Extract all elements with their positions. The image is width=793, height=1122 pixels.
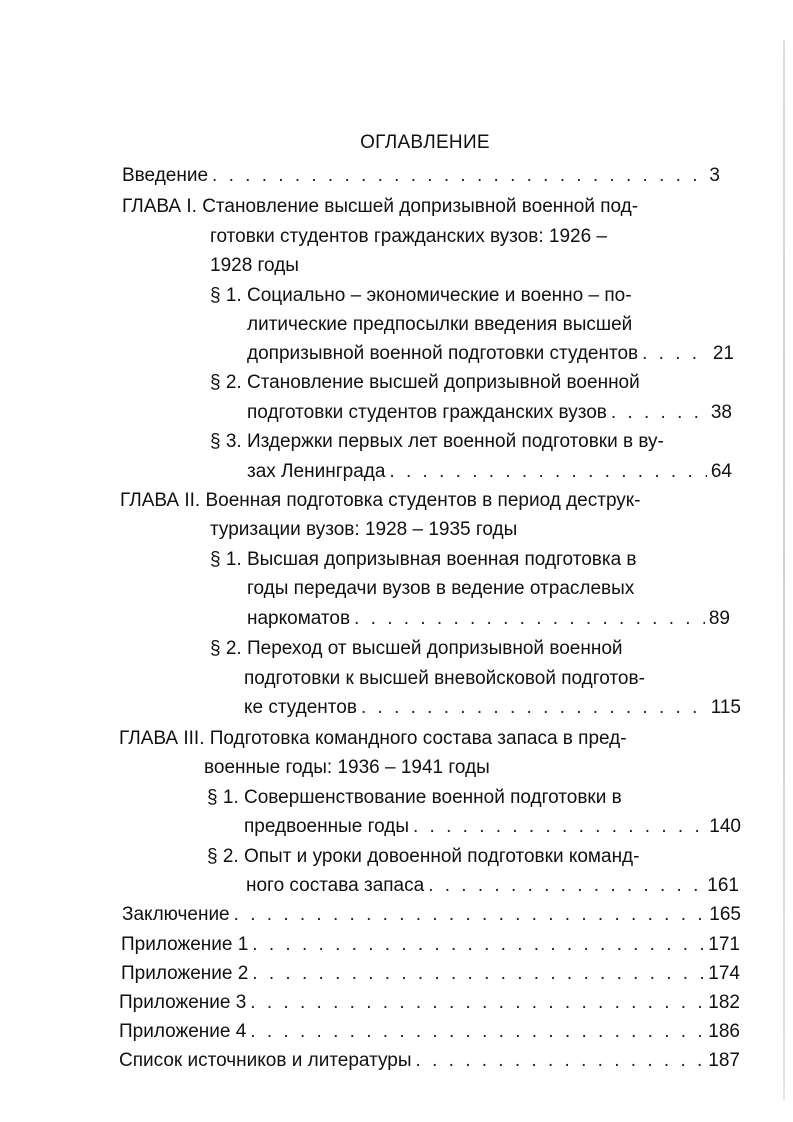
toc-page-number: 38 [710,402,732,423]
section-heading-cont: литические предпосылки введения высшей [247,314,633,335]
toc-entry-label: Приложение 4 [119,1021,247,1042]
toc-entry-label: ке студентов [244,697,357,718]
chapter-heading-cont: готовки студентов гражданских вузов: 1926 – [210,226,608,247]
chapter-heading-cont: туризации вузов: 1928 – 1935 годы [210,519,518,540]
chapter-heading[interactable]: ГЛАВА III. Подготовка командного состава запаса в пред- [119,728,627,749]
toc-entry-label: Приложение 2 [121,963,249,984]
section-heading[interactable]: § 2. Переход от высшей допризывной военной [210,638,623,659]
leader-dots [250,1020,704,1044]
leader-dots [611,401,707,425]
section-heading[interactable]: § 2. Опыт и уроки довоенной подготовки команд- [207,846,640,867]
leader-dots [354,607,705,631]
section-heading[interactable]: § 1. Социально – экономические и военно – по- [210,285,632,306]
toc-entry-label: Заключение [122,904,230,925]
toc-entry-section[interactable] [244,696,741,720]
toc-entry-label: ного состава запаса [246,875,425,896]
toc-entry-appendix-4[interactable] [119,1020,740,1044]
toc-page-number: 165 [709,904,741,925]
leader-dots [416,1049,705,1073]
toc-page-number: 89 [708,608,730,629]
toc-page-number: 171 [708,934,740,955]
toc-entry-label: Список источников и литературы [119,1050,412,1071]
chapter-heading-cont: военные годы: 1936 – 1941 годы [204,757,490,778]
section-heading-cont: годы передачи вузов в ведение отраслевых [247,578,635,599]
scan-edge [783,40,785,1100]
page-title: ОГЛАВЛЕНИЕ [360,132,490,153]
toc-entry-label: предвоенные годы [244,816,409,837]
toc-page-number: 64 [710,461,732,482]
toc-page-number: 174 [708,963,740,984]
leader-dots [428,874,703,898]
toc-page-number: 186 [708,1021,740,1042]
toc-entry-section[interactable] [247,342,734,366]
toc-entry-sources[interactable] [119,1049,740,1073]
toc-entry-intro[interactable] [122,164,720,188]
chapter-heading-cont: 1928 годы [210,255,299,276]
section-heading-cont: подготовки к высшей вневойсковой подготов- [244,668,645,689]
toc-page-number: 3 [709,165,720,186]
chapter-heading[interactable]: ГЛАВА II. Военная подготовка студентов в период деструк- [120,490,641,511]
leader-dots [212,164,705,188]
leader-dots [389,460,706,484]
leader-dots [413,815,705,839]
toc-entry-label: подготовки студентов гражданских вузов [247,402,607,423]
section-heading[interactable]: § 3. Издержки первых лет военной подготовки в ву- [210,431,664,452]
leader-dots [252,933,704,957]
toc-entry-section[interactable] [247,401,732,425]
leader-dots [361,696,707,720]
chapter-heading[interactable]: ГЛАВА I. Становление высшей допризывной военной под- [122,196,639,217]
toc-entry-section[interactable] [247,607,730,631]
leader-dots [252,962,704,986]
toc-entry-label: Приложение 1 [121,934,249,955]
toc-entry-section[interactable] [246,874,739,898]
section-heading[interactable]: § 2. Становление высшей допризывной военной [210,372,640,393]
leader-dots [642,342,709,366]
toc-entry-label: Приложение 3 [119,992,247,1013]
toc-entry-appendix-1[interactable] [121,933,740,957]
toc-page-number: 161 [707,875,739,896]
section-heading[interactable]: § 1. Совершенствование военной подготовки в [207,787,622,808]
toc-page-number: 182 [708,992,740,1013]
toc-page-number: 115 [710,697,741,718]
leader-dots [250,991,704,1015]
toc-entry-appendix-3[interactable] [119,991,740,1015]
toc-entry-label: Введение [122,165,209,186]
toc-entry-label: допризывной военной подготовки студентов [247,343,639,364]
toc-entry-section[interactable] [247,460,732,484]
toc-entry-section[interactable] [244,815,741,839]
leader-dots [234,903,706,927]
toc-page-number: 187 [708,1050,740,1071]
toc-page-number: 21 [712,343,734,364]
toc-entry-appendix-2[interactable] [121,962,740,986]
toc-entry-label: зах Ленинграда [247,461,386,482]
section-heading[interactable]: § 1. Высшая допризывная военная подготовка в [210,549,637,570]
toc-entry-conclusion[interactable] [122,903,741,927]
toc-entry-label: наркоматов [247,608,351,629]
toc-page-number: 140 [709,816,741,837]
